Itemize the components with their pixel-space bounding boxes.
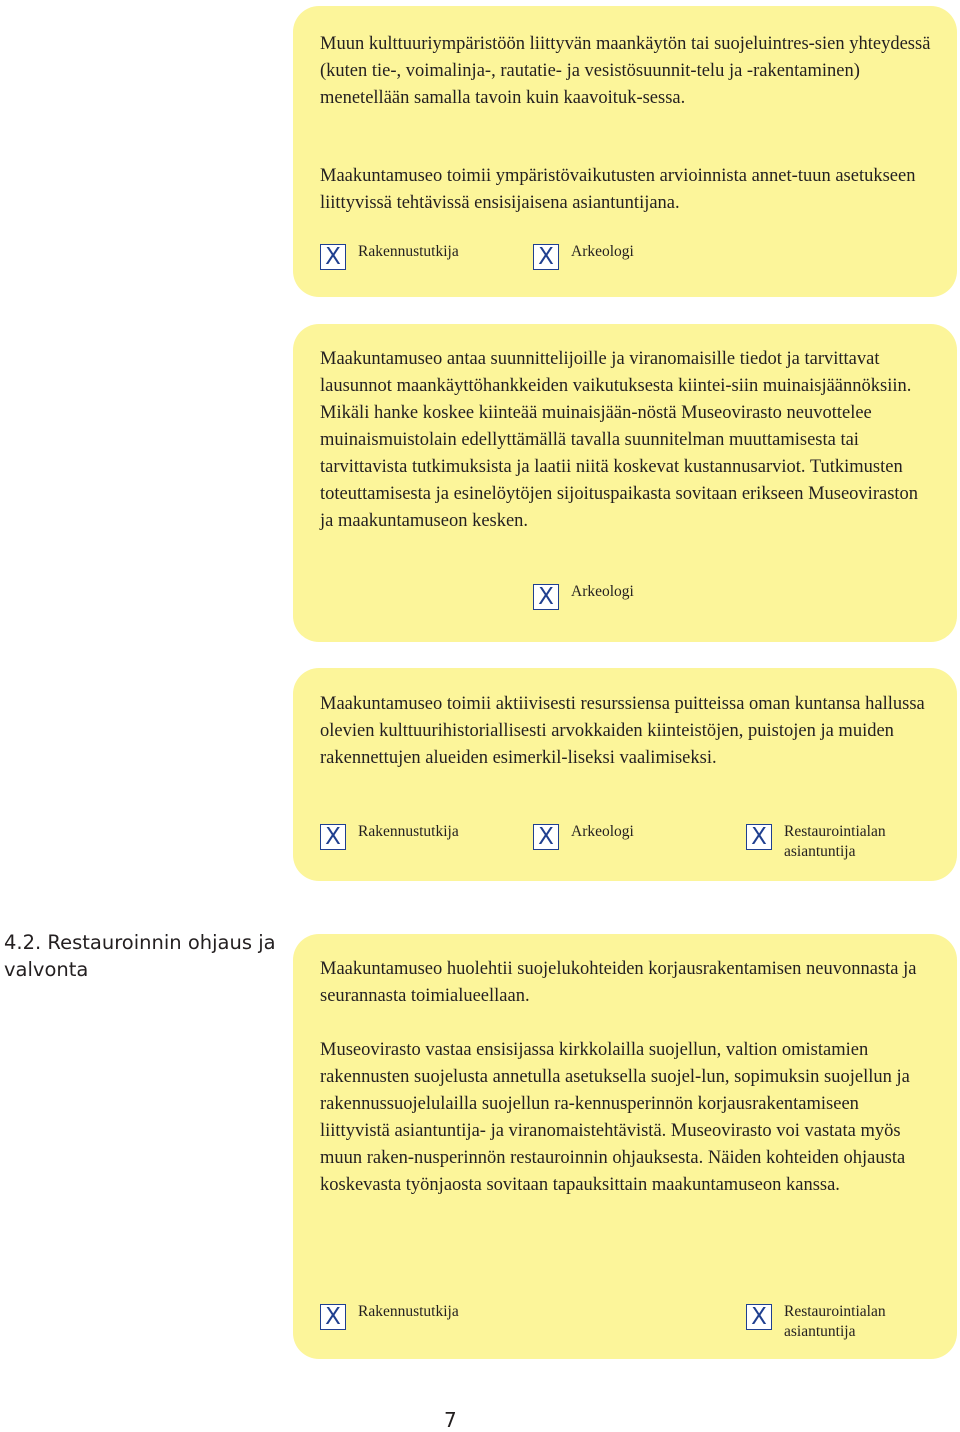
page-number: 7: [444, 1408, 457, 1432]
role-label: Restaurointialan asiantuntija: [784, 823, 886, 860]
role-label: Arkeologi: [571, 583, 634, 600]
role-label: Rakennustutkija: [358, 1303, 459, 1320]
role-list: [293, 582, 957, 622]
role-list: [293, 1302, 957, 1342]
role-label: Restaurointialan asiantuntija: [784, 1303, 886, 1340]
role-list: [293, 822, 957, 862]
content-box-restoration-guidance: [293, 934, 957, 1359]
checked-box-icon: X: [320, 824, 346, 850]
role-label: Rakennustutkija: [358, 823, 459, 840]
section-heading: 4.2. Restauroinnin ohjaus ja valvonta: [4, 931, 276, 981]
content-box-land-use: [293, 6, 957, 297]
role-label: Arkeologi: [571, 243, 634, 260]
paragraph-land-use: Muun kulttuuriympäristöön liittyvän maankäytön tai suojeluintres-sien yhteydessä (kuten tie-, voimalinja-, rautatie- ja vesistösuunnit-telu ja -rakentaminen) menetellään samalla tavoin kuin kaavoituk-sessa.: [320, 34, 931, 108]
checked-box-icon: X: [533, 244, 559, 270]
paragraph-ancient-monuments: Maakuntamuseo antaa suunnittelijoille ja viranomaisille tiedot ja tarvittavat lausunnot maankäyttöhankkeiden vaikutuksesta kiintei-siin muinaisjäännöksiin. Mikäli hanke koskee kiinteää muinaisjään-nöstä Museovirasto neuvottelee muinaismuistolain edellyttämällä tavalla suunnitelman muuttamisesta tai tarvittavista tutkimuksista ja laatii niitä koskevat kustannusarviot. Tutkimusten toteuttamisesta ja esinelöytöjen sijoituspaikasta sovitaan erikseen Museoviraston ja maakuntamuseon kesken.: [320, 349, 919, 531]
checked-box-icon: X: [746, 824, 772, 850]
role-restaurointialan-asiantuntija: [746, 822, 904, 862]
role-rakennustutkija: [320, 1302, 478, 1330]
content-box-municipal-properties: [293, 668, 957, 881]
role-arkeologi: [533, 582, 691, 610]
checked-box-icon: X: [533, 824, 559, 850]
role-arkeologi: [533, 822, 691, 850]
role-rakennustutkija: [320, 822, 478, 850]
checked-box-icon: X: [746, 1304, 772, 1330]
role-arkeologi: [533, 242, 691, 270]
checked-box-icon: X: [320, 244, 346, 270]
paragraph-national-board: Museovirasto vastaa ensisijassa kirkkolailla suojellun, valtion omistamien rakennusten suojelusta annetulla asetuksella suojel-lun, sopimuksin suojellun ja rakennussuojelulailla suojellun ra-kennusperinnön korjausrakentamiseen liittyvistä asiantuntija- ja viranomaistehtävistä. Museovirasto voi vastata myös muun raken-nusperinnön restauroinnin ohjauksesta. Näiden kohteiden ohjausta koskevasta työnjaosta sovitaan tapauksittain maakuntamuseon kanssa.: [320, 1040, 910, 1195]
checked-box-icon: X: [533, 584, 559, 610]
role-rakennustutkija: [320, 242, 478, 270]
paragraph-municipal-properties: Maakuntamuseo toimii aktiivisesti resurssiensa puitteissa oman kuntansa hallussa olevien kulttuurihistoriallisesti arvokkaiden kiinteistöjen, puistojen ja muiden rakennettujen alueiden esimerkil-liseksi vaalimiseksi.: [320, 694, 925, 768]
paragraph-repair-guidance: Maakuntamuseo huolehtii suojelukohteiden korjausrakentamisen neuvonnasta ja seurannasta toimialueellaan.: [320, 959, 917, 1006]
paragraph-environmental-assessment: Maakuntamuseo toimii ympäristövaikutusten arvioinnista annet-tuun asetukseen liittyvissä tehtävissä ensisijaisena asiantuntijana.: [320, 166, 916, 213]
role-label: Arkeologi: [571, 823, 634, 840]
role-list: [293, 242, 957, 282]
role-restaurointialan-asiantuntija: [746, 1302, 904, 1342]
checked-box-icon: X: [320, 1304, 346, 1330]
content-box-ancient-monuments: [293, 324, 957, 642]
role-label: Rakennustutkija: [358, 243, 459, 260]
